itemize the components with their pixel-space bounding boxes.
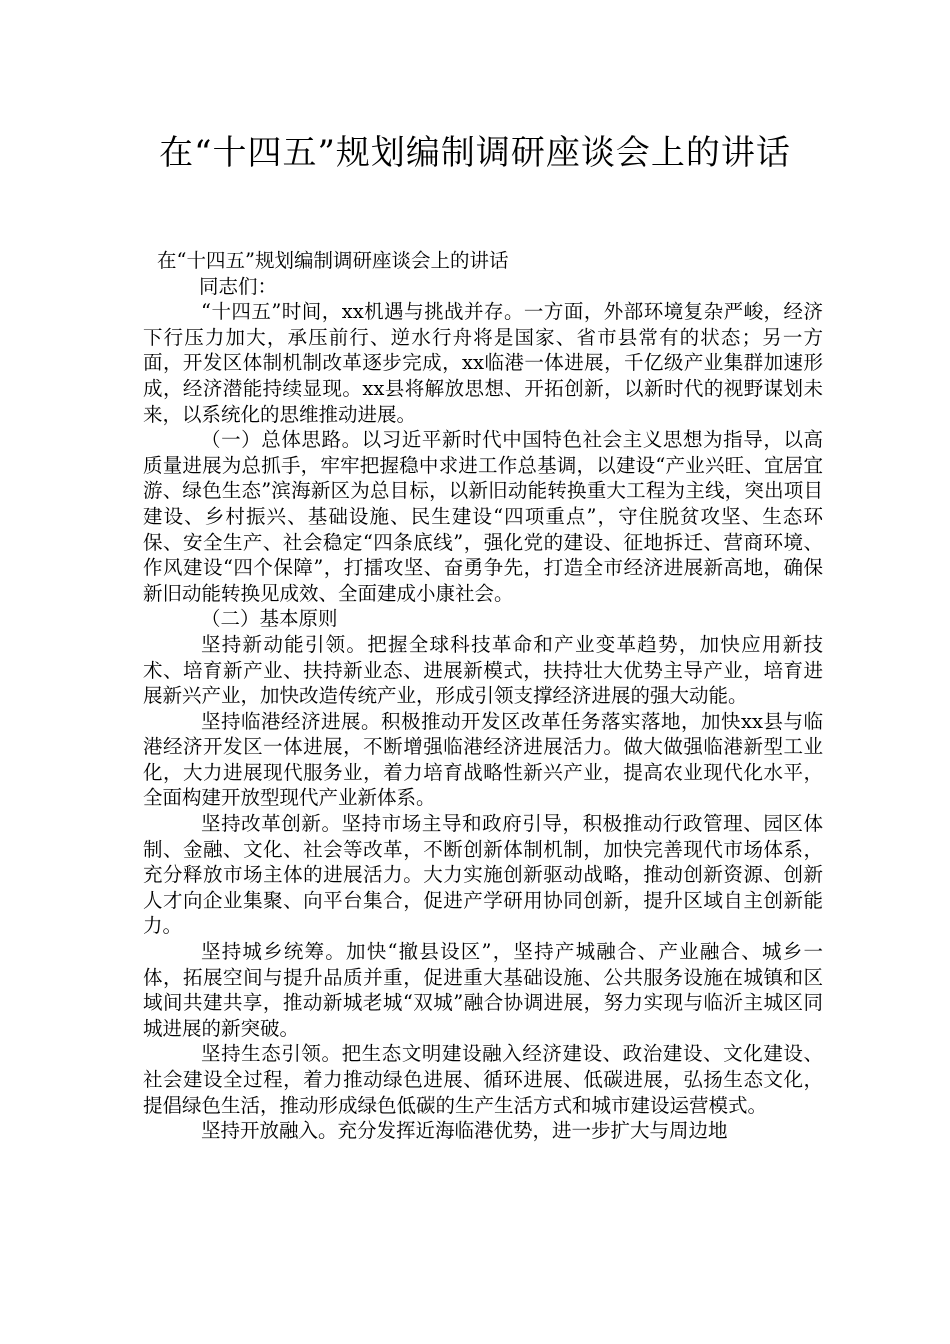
document-title: 在“十四五”规划编制调研座谈会上的讲话: [159, 133, 791, 173]
paragraph-reform-innovation: 坚持改革创新。坚持市场主导和政府引导，积极推动行政管理、园区体制、金融、文化、社会等改革，不断创新体制机制，加快完善现代市场体系，充分释放市场主体的进展活力。大力实施创新驱动战略，推动创新资源、创新人才向企业集聚、向平台集合，促进产学研用协同创新，提升区域自主创新能力。: [143, 812, 823, 938]
document-body: [143, 248, 823, 1144]
paragraph-urban-rural: 坚持城乡统筹。加快“撤县设区”，坚持产城融合、产业融合、城乡一体，拓展空间与提升品质并重，促进重大基础设施、公共服务设施在城镇和区域间共建共享，推动新城老城“双城”融合协调进展，努力实现与临沂主城区同城进展的新突破。: [143, 940, 823, 1040]
paragraph-ecology: 坚持生态引领。把生态文明建设融入经济建设、政治建设、文化建设、社会建设全过程，着力推动绿色进展、循环进展、低碳进展，弘扬生态文化，提倡绿色生活，推动形成绿色低碳的生产生活方式和城市建设运营模式。: [143, 1042, 823, 1117]
paragraph-port-economy: 坚持临港经济进展。积极推动开发区改革任务落实落地，加快xx县与临港经济开发区一体进展，不断增强临港经济进展活力。做大做强临港新型工业化，大力进展现代服务业，着力培育战略性新兴产业，提高农业现代化水平，全面构建开放型现代产业新体系。: [143, 709, 823, 810]
section-heading-basic-principles: （二）基本原则: [201, 607, 338, 631]
paragraph-intro: “十四五”时间，xx机遇与挑战并存。一方面，外部环境复杂严峻，经济下行压力加大，承压前行、逆水行舟将是国家、省市县常有的状态；另一方面，开发区体制机制改革逐步完成，xx临港一体进展，千亿级产业集群加速形成，经济潜能持续显现。xx县将解放思想、开拓创新，以新时代的视野谋划未来，以系统化的思维推动进展。: [143, 300, 823, 426]
document-subtitle: 在“十四五”规划编制调研座谈会上的讲话: [157, 249, 509, 272]
paragraph-opening-up: 坚持开放融入。充分发挥近海临港优势，进一步扩大与周边地: [201, 1119, 728, 1143]
greeting: 同志们：: [199, 274, 278, 298]
paragraph-new-momentum: 坚持新动能引领。把握全球科技革命和产业变革趋势，加快应用新技术、培育新产业、扶持新业态、进展新模式，扶持壮大优势主导产业，培育进展新兴产业，加快改造传统产业，形成引领支撑经济进展的强大动能。: [143, 632, 823, 708]
paragraph-overall-thinking: （一）总体思路。以习近平新时代中国特色社会主义思想为指导，以高质量进展为总抓手，牢牢把握稳中求进工作总基调，以建设“产业兴旺、宜居宜游、绿色生态”滨海新区为总目标，以新旧动能转换重大工程为主线，突出项目建设、乡村振兴、基础设施、民生建设“四项重点”，守住脱贫攻坚、生态环保、安全生产、社会稳定“四条底线”，强化党的建设、征地拆迁、营商环境、作风建设“四个保障”，打擂攻坚、奋勇争先，打造全市经济进展新高地，确保新旧动能转换见成效、全面建成小康社会。: [143, 428, 823, 605]
